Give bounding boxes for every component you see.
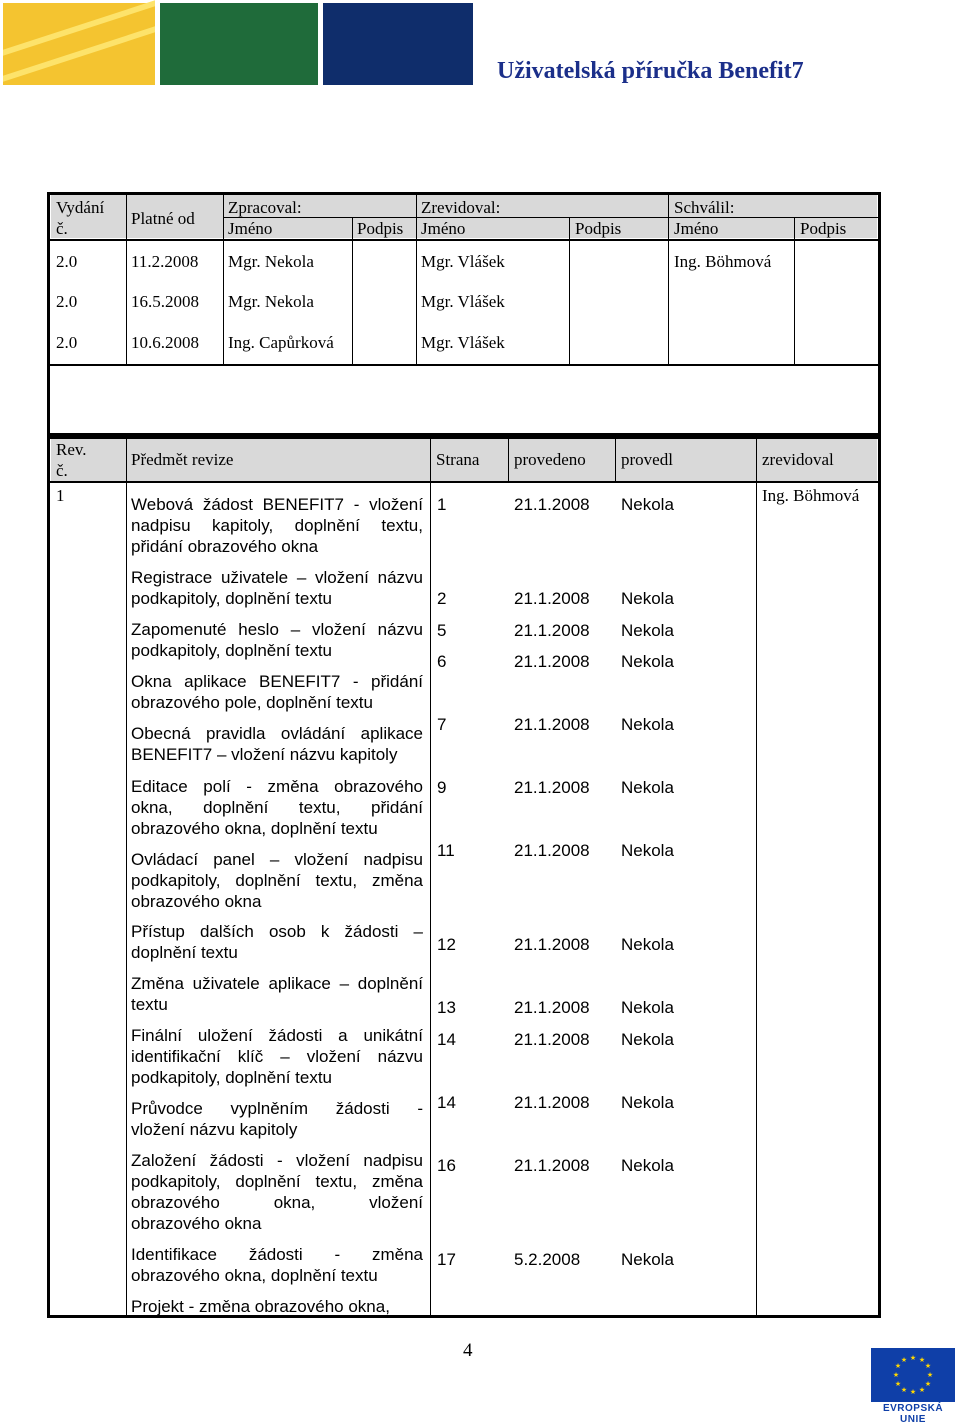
entry-strana: 12 [437, 935, 456, 954]
entry-strana: 6 [437, 652, 447, 671]
svg-text:★: ★ [900, 1386, 908, 1394]
entry-strana: 5 [437, 621, 447, 640]
svg-text:★: ★ [909, 1388, 917, 1396]
table-cell: Mgr. Vlášek [421, 292, 505, 311]
entry-provedeno: 21.1.2008 [514, 495, 590, 514]
description-line: Ovládací panel – vložení nadpisu [131, 850, 423, 869]
header-jmeno: Jméno [421, 219, 466, 238]
description-line: podkapitoly, doplnění textu, změna [131, 1172, 423, 1191]
description-line: textu [131, 995, 168, 1014]
entry-strana: 2 [437, 589, 447, 608]
revision-description [131, 1296, 423, 1317]
entry-provedeno: 21.1.2008 [514, 998, 590, 1017]
description-line: Projekt - změna obrazového okna, [131, 1297, 390, 1316]
entry-provedeno: 21.1.2008 [514, 935, 590, 954]
description-line: BENEFIT7 – vložení názvu kapitoly [131, 745, 398, 764]
entry-provedl: Nekola [621, 652, 674, 671]
description-line: obrazového okna, doplnění textu [131, 819, 378, 838]
table-cell: 2.0 [56, 333, 78, 352]
header-rev: Rev. č. [56, 440, 87, 480]
header-vydani: Vydání č. [56, 198, 105, 238]
page-number: 4 [463, 1340, 473, 1361]
revision-description [131, 1244, 423, 1286]
description-line: Změna uživatele aplikace – doplnění [131, 974, 423, 993]
revision-description [131, 1150, 423, 1234]
table-cell: Mgr. Vlášek [421, 333, 505, 352]
revision-description [131, 723, 423, 765]
logo-yellow-block [3, 3, 155, 85]
entry-provedl: Nekola [621, 621, 674, 640]
eu-label: EVROPSKÁ UNIE [882, 1403, 944, 1425]
revision-description [131, 776, 423, 839]
table-cell: Ing. Böhmová [674, 252, 772, 271]
header-platne-od: Platné od [131, 209, 195, 228]
description-line: identifikační klíč – vložení názvu [131, 1047, 423, 1066]
description-line: okna, doplnění textu, přidání [131, 798, 423, 817]
entry-provedl: Nekola [621, 1156, 674, 1175]
eu-flag-icon [871, 1348, 955, 1402]
entry-strana: 7 [437, 715, 447, 734]
entry-provedl: Nekola [621, 778, 674, 797]
entry-provedeno: 21.1.2008 [514, 1030, 590, 1049]
reviewer-name: Ing. Böhmová [762, 486, 860, 505]
entry-strana: 17 [437, 1250, 456, 1269]
document-title: Uživatelská příručka Benefit7 [497, 58, 804, 84]
logo-blue-block [323, 3, 473, 85]
description-line: podkapitoly, doplnění textu [131, 1068, 332, 1087]
entry-provedl: Nekola [621, 1093, 674, 1112]
header-jmeno: Jméno [228, 219, 273, 238]
description-line: Založení žádosti - vložení nadpisu [131, 1151, 423, 1170]
entry-provedeno: 21.1.2008 [514, 652, 590, 671]
entry-provedeno: 21.1.2008 [514, 1093, 590, 1112]
header-jmeno: Jméno [674, 219, 719, 238]
entry-provedeno: 21.1.2008 [514, 589, 590, 608]
header-zrevidoval: Zrevidoval: [421, 198, 501, 217]
table-cell: 16.5.2008 [131, 292, 199, 311]
svg-text:★: ★ [924, 1380, 932, 1388]
table-cell: 2.0 [56, 292, 78, 311]
svg-text:★: ★ [894, 1380, 902, 1388]
svg-text:★: ★ [894, 1362, 902, 1370]
revision-description [131, 1025, 423, 1088]
revision-description [131, 567, 423, 609]
svg-text:★: ★ [926, 1371, 934, 1379]
entry-strana: 13 [437, 998, 456, 1017]
entry-provedl: Nekola [621, 1030, 674, 1049]
description-line: Finální uložení žádosti a unikátní [131, 1026, 423, 1045]
description-line: obrazového okna, vložení [131, 1193, 423, 1212]
entry-strana: 9 [437, 778, 447, 797]
svg-text:★: ★ [900, 1356, 908, 1364]
table-cell: Mgr. Nekola [228, 252, 314, 271]
revision-description [131, 671, 423, 713]
entry-strana: 14 [437, 1093, 456, 1112]
table-cell: Mgr. Vlášek [421, 252, 505, 271]
description-line: Webová žádost BENEFIT7 - vložení [131, 495, 423, 514]
header-provedl: provedl [621, 450, 673, 469]
entry-provedeno: 21.1.2008 [514, 841, 590, 860]
svg-text:★: ★ [892, 1371, 900, 1379]
header-podpis: Podpis [575, 219, 622, 238]
description-line: Registrace uživatele – vložení názvu [131, 568, 423, 587]
description-line: podkapitoly, doplnění textu [131, 589, 332, 608]
entry-strana: 16 [437, 1156, 456, 1175]
description-line: Editace polí - změna obrazového [131, 777, 423, 796]
description-line: Zapomenuté heslo – vložení názvu [131, 620, 423, 639]
table-cell: 2.0 [56, 252, 78, 271]
description-line: nadpisu kapitoly, doplnění textu, [131, 516, 423, 535]
description-line: obrazového okna [131, 892, 262, 911]
header-podpis: Podpis [357, 219, 404, 238]
description-line: vložení názvu kapitoly [131, 1120, 298, 1139]
entry-provedl: Nekola [621, 998, 674, 1017]
entry-provedeno: 21.1.2008 [514, 621, 590, 640]
header-provedeno: provedeno [514, 450, 586, 469]
table-cell: 10.6.2008 [131, 333, 199, 352]
description-line: obrazového pole, doplnění textu [131, 693, 373, 712]
revision-description [131, 494, 423, 557]
description-line: podkapitoly, doplnění textu [131, 641, 332, 660]
description-line: podkapitoly, doplnění textu, změna [131, 871, 423, 890]
entry-provedl: Nekola [621, 495, 674, 514]
header-schvalil: Schválil: [674, 198, 735, 217]
description-line: doplnění textu [131, 943, 238, 962]
entry-strana: 14 [437, 1030, 456, 1049]
entry-provedl: Nekola [621, 715, 674, 734]
description-line: přidání obrazového okna [131, 537, 319, 556]
header-zpracoval: Zpracoval: [228, 198, 302, 217]
entry-provedeno: 5.2.2008 [514, 1250, 581, 1269]
entry-provedl: Nekola [621, 935, 674, 954]
revision-description [131, 973, 423, 1015]
entry-provedl: Nekola [621, 1250, 674, 1269]
entry-strana: 11 [437, 841, 455, 860]
description-line: Přístup dalších osob k žádosti – [131, 922, 423, 941]
header-zrevidoval: zrevidoval [762, 450, 834, 469]
revision-description [131, 849, 423, 912]
entry-strana: 1 [437, 495, 447, 514]
header-strana: Strana [436, 450, 480, 469]
table-cell: Ing. Capůrková [228, 333, 334, 352]
svg-text:★: ★ [909, 1354, 917, 1362]
description-line: Průvodce vyplněním žádosti - [131, 1099, 423, 1118]
description-line: obrazového okna [131, 1214, 262, 1233]
svg-text:★: ★ [924, 1362, 932, 1370]
logo-green-block [160, 3, 318, 85]
description-line: obrazového okna, doplnění textu [131, 1266, 378, 1285]
header-podpis: Podpis [800, 219, 847, 238]
entry-provedeno: 21.1.2008 [514, 1156, 590, 1175]
svg-text:★: ★ [918, 1386, 926, 1394]
description-line: Identifikace žádosti - změna [131, 1245, 423, 1264]
entry-provedl: Nekola [621, 589, 674, 608]
table-cell: 11.2.2008 [131, 252, 199, 271]
revision-description [131, 619, 423, 661]
entry-provedeno: 21.1.2008 [514, 715, 590, 734]
entry-provedl: Nekola [621, 841, 674, 860]
description-line: Okna aplikace BENEFIT7 - přidání [131, 672, 423, 691]
entry-provedeno: 21.1.2008 [514, 778, 590, 797]
svg-text:★: ★ [918, 1356, 926, 1364]
table-cell: Mgr. Nekola [228, 292, 314, 311]
header-predmet: Předmět revize [131, 450, 234, 469]
revision-description [131, 921, 423, 963]
revision-description [131, 1098, 423, 1140]
rev-number: 1 [56, 486, 65, 505]
description-line: Obecná pravidla ovládání aplikace [131, 724, 423, 743]
